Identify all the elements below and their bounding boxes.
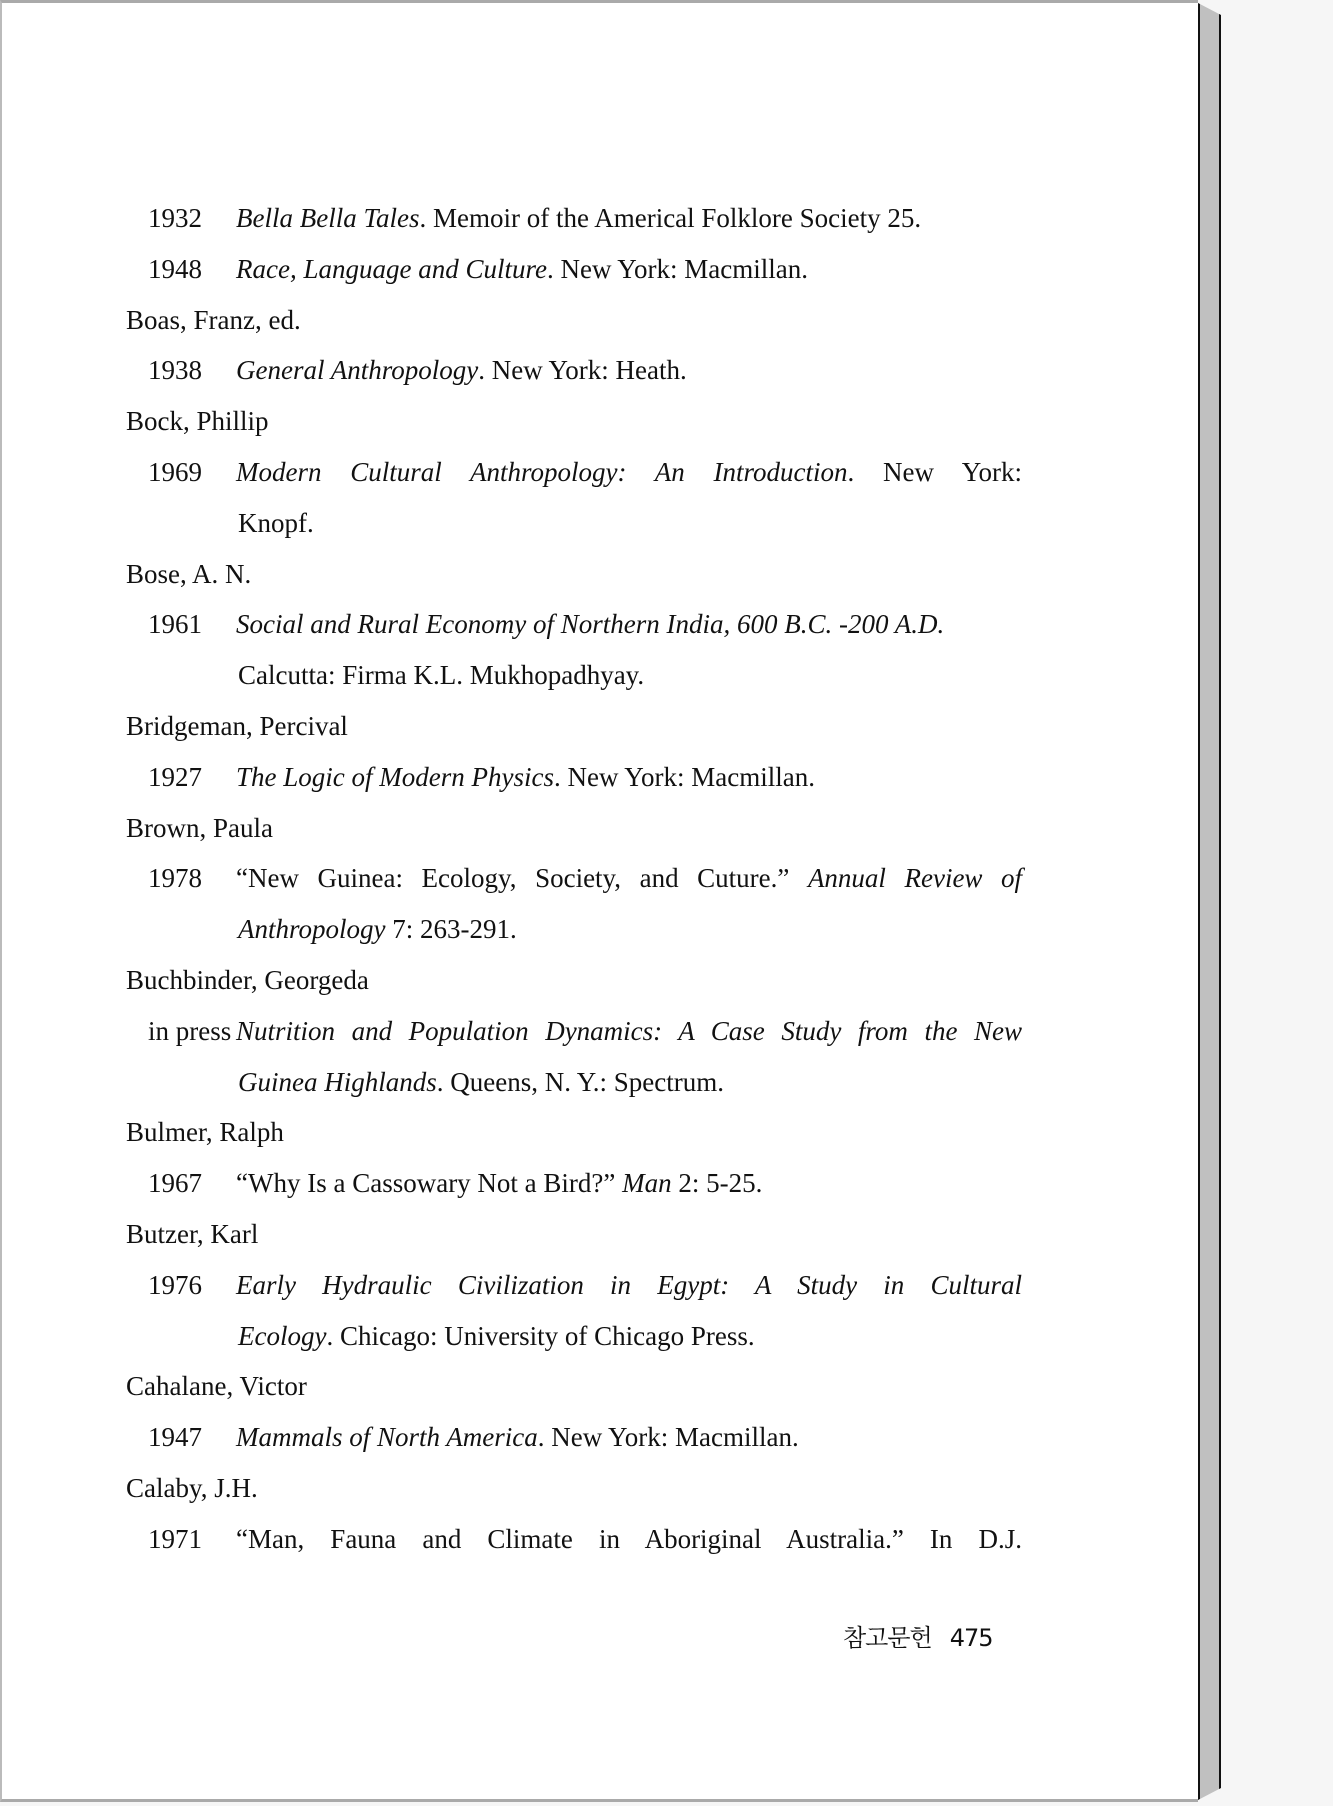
reference-year: 1971 bbox=[148, 1523, 202, 1554]
italic-title: The Logic of Modern Physics bbox=[236, 761, 554, 792]
text-segment: . Chicago: University of Chicago Press. bbox=[326, 1320, 755, 1351]
reference-author: Bulmer, Ralph bbox=[126, 1117, 284, 1148]
italic-title: Nutrition and Population Dynamics: A Case Study from the New bbox=[236, 1015, 1022, 1046]
running-section-title: 참고문헌 bbox=[843, 1624, 932, 1652]
text-segment: . New York: Macmillan. bbox=[553, 761, 815, 792]
reference-author: Buchbinder, Georgeda bbox=[126, 965, 369, 995]
reference-text bbox=[236, 607, 944, 641]
reference-text bbox=[236, 1268, 1022, 1302]
text-segment: “Man, Fauna and Climate in Aboriginal Australia.” In D.J. bbox=[236, 1523, 1022, 1554]
reference-text bbox=[236, 252, 808, 286]
reference-year: 1967 bbox=[148, 1168, 202, 1199]
page-edge-spine bbox=[1198, 3, 1221, 1800]
italic-title: Anthropology bbox=[238, 914, 386, 945]
reference-text bbox=[238, 1065, 724, 1099]
text-segment: “New Guinea: Ecology, Society, and Cuture.” bbox=[236, 863, 808, 894]
text-segment: . New York: bbox=[847, 457, 1022, 487]
italic-title: Man bbox=[622, 1168, 672, 1199]
italic-title: Guinea Highlands bbox=[238, 1066, 437, 1097]
reference-year: 1927 bbox=[148, 761, 202, 792]
reference-text bbox=[238, 506, 314, 540]
reference-year: 1947 bbox=[148, 1422, 202, 1453]
reference-text bbox=[238, 912, 517, 946]
text-segment: “Why Is a Cassowary Not a Bird?” bbox=[236, 1168, 623, 1199]
reference-text bbox=[238, 1319, 755, 1353]
reference-author: Cahalane, Victor bbox=[126, 1371, 307, 1402]
reference-author: Butzer, Karl bbox=[126, 1219, 259, 1249]
text-segment: . Queens, N. Y.: Spectrum. bbox=[436, 1066, 724, 1097]
italic-title: Annual Review of bbox=[807, 863, 1022, 894]
italic-title: Race, Language and Culture bbox=[236, 253, 547, 284]
italic-title: Mammals of North America bbox=[236, 1422, 538, 1453]
text-segment: . New York: Macmillan. bbox=[537, 1422, 799, 1453]
reference-year: 1932 bbox=[148, 203, 202, 233]
text-segment: . New York: Macmillan. bbox=[546, 253, 808, 284]
reference-text bbox=[236, 1420, 799, 1454]
reference-year: 1961 bbox=[148, 609, 202, 640]
reference-author: Brown, Paula bbox=[126, 812, 273, 843]
reference-year: in press bbox=[148, 1015, 232, 1046]
reference-text bbox=[236, 1166, 762, 1200]
text-segment: . Memoir of the Americal Folklore Society 25. bbox=[419, 203, 922, 233]
reference-text bbox=[236, 455, 1022, 489]
text-segment: Calcutta: Firma K.L. Mukhopadhyay. bbox=[238, 660, 645, 691]
italic-title: Bella Bella Tales bbox=[236, 203, 420, 233]
reference-year: 1938 bbox=[148, 355, 202, 386]
reference-year: 1948 bbox=[148, 253, 202, 284]
italic-title: Early Hydraulic Civilization in Egypt: A Study in Cultural bbox=[236, 1269, 1022, 1300]
page-footer bbox=[843, 1618, 993, 1653]
reference-author: Boas, Franz, ed. bbox=[126, 304, 301, 335]
reference-year: 1978 bbox=[148, 863, 202, 894]
reference-author: Bock, Phillip bbox=[126, 406, 269, 437]
reference-author: Calaby, J.H. bbox=[126, 1473, 258, 1503]
text-segment: 7: 263-291. bbox=[385, 914, 517, 945]
text-segment: Knopf. bbox=[238, 507, 314, 538]
reference-text bbox=[236, 1014, 1022, 1048]
italic-title: Social and Rural Economy of Northern India, 600 B.C. -200 A.D. bbox=[236, 609, 945, 640]
text-segment: 2: 5-25. bbox=[671, 1168, 763, 1199]
italic-title: Ecology bbox=[238, 1320, 327, 1351]
reference-text bbox=[236, 201, 921, 235]
reference-text bbox=[238, 658, 644, 692]
reference-author: Bridgeman, Percival bbox=[126, 711, 348, 741]
page-number: 475 bbox=[949, 1624, 993, 1652]
reference-text bbox=[236, 760, 815, 794]
reference-author: Bose, A. N. bbox=[126, 558, 252, 589]
text-segment: . New York: Heath. bbox=[478, 355, 687, 386]
reference-text bbox=[236, 353, 687, 387]
reference-year: 1969 bbox=[148, 457, 202, 487]
italic-title: General Anthropology bbox=[236, 355, 479, 386]
italic-title: Modern Cultural Anthropology: An Introduction bbox=[236, 457, 848, 487]
reference-text bbox=[236, 861, 1022, 895]
reference-year: 1976 bbox=[148, 1269, 202, 1300]
reference-text bbox=[236, 1522, 1022, 1556]
